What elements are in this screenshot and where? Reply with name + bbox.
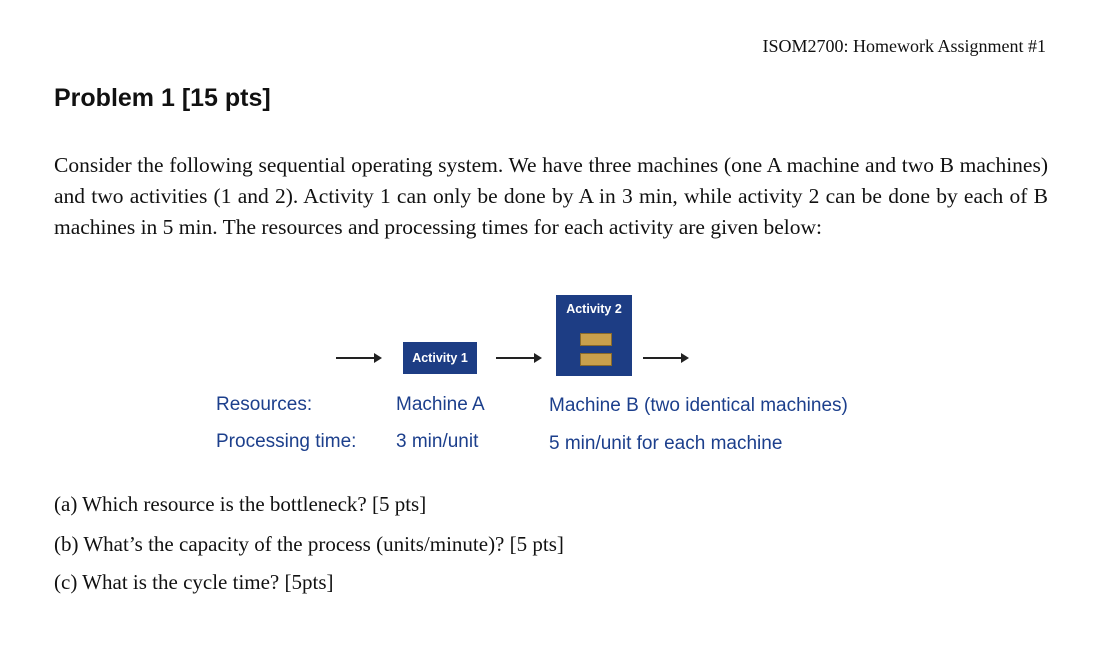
activity-2-box (556, 295, 632, 376)
resources-label: Resources: (216, 394, 313, 415)
machine-a-label: Machine A (396, 394, 485, 415)
document-header: ISOM2700: Homework Assignment #1 (762, 36, 1046, 56)
question-b: (b) What’s the capacity of the process (units/minute)? [5 pts] (54, 532, 564, 556)
machine-b1-icon (580, 333, 612, 346)
activity-1-label: Activity 1 (412, 351, 468, 365)
problem-intro: Consider the following sequential operating system. We have three machines (one A machine and two B machines) and two activities (1 and 2). Activity 1 can only be done by A in 3 min, while activity 2 can be done by each of B machines in 5 min. The resources and processing times for each activity are given below: (54, 153, 1048, 239)
activity-1-box (403, 342, 477, 374)
activity-2-label: Activity 2 (566, 302, 622, 316)
middle-arrow (496, 357, 540, 359)
output-arrow (643, 357, 687, 359)
machine-b-label: Machine B (two identical machines) (549, 395, 848, 416)
processing-time-label: Processing time: (216, 431, 357, 452)
machine-b2-icon (580, 353, 612, 366)
time-a-value: 3 min/unit (396, 431, 479, 452)
problem-title: Problem 1 [15 pts] (54, 84, 271, 112)
question-a: (a) Which resource is the bottleneck? [5 pts] (54, 492, 427, 516)
process-flow-diagram (0, 290, 1106, 470)
time-b-value: 5 min/unit for each machine (549, 433, 783, 454)
question-c: (c) What is the cycle time? [5pts] (54, 570, 334, 594)
input-arrow (336, 357, 380, 359)
